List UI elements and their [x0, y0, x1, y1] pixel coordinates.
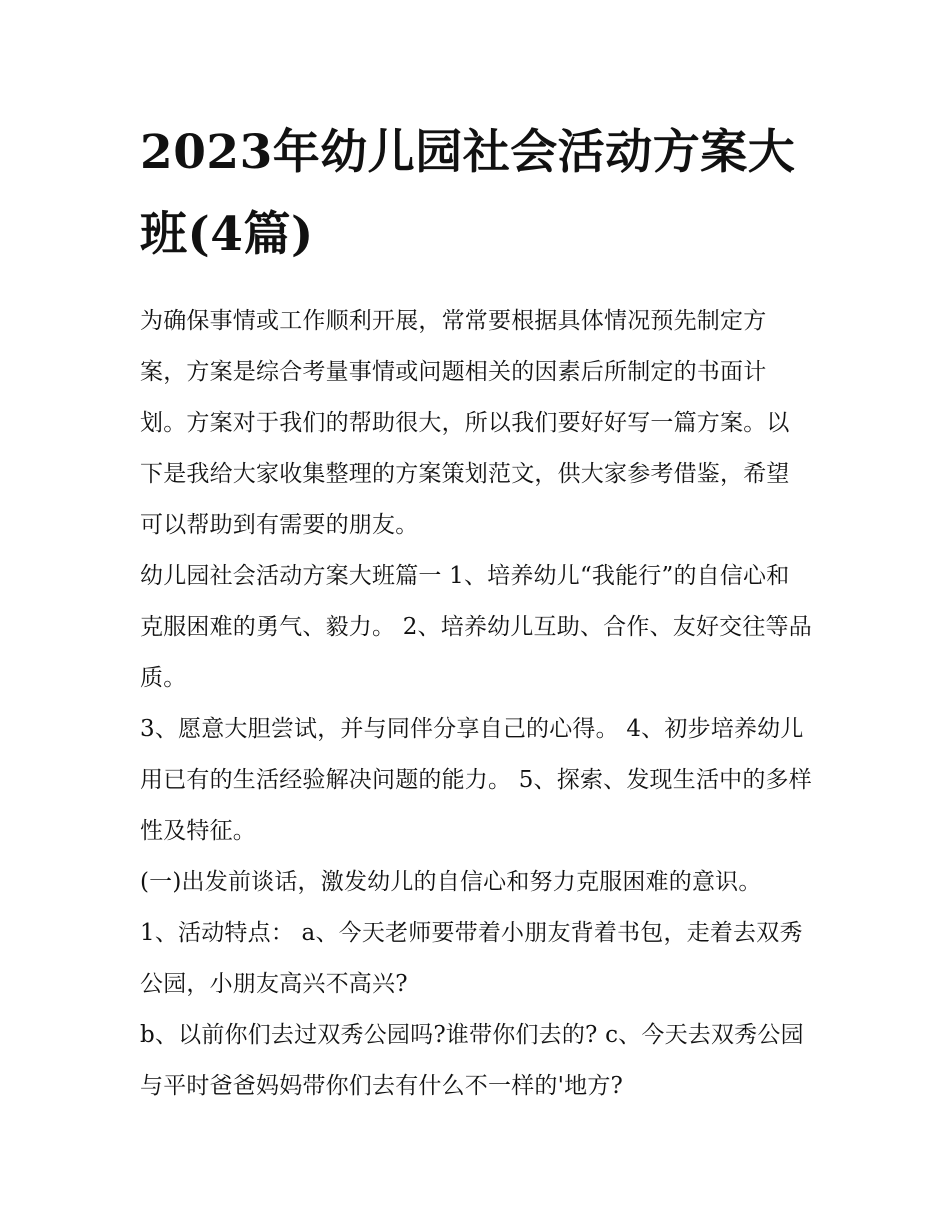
- document-title: 2023年幼儿园社会活动方案大班(4篇): [140, 125, 796, 262]
- paragraph-section-1: (一)出发前谈话，激发幼儿的自信心和努力克服困难的意识。: [140, 869, 762, 895]
- paragraph-goals-1: 幼儿园社会活动方案大班篇一 1、培养幼儿“我能行”的自信心和克服困难的勇气、毅力。 2、培养幼儿互助、合作、友好交往等品质。: [140, 563, 812, 691]
- paragraph-activity-a: 1、活动特点： a、今天老师要带着小朋友背着书包，走着去双秀公园，小朋友高兴不高兴?: [140, 920, 803, 997]
- paragraph-activity-bc: b、以前你们去过双秀公园吗?谁带你们去的? c、今天去双秀公园与平时爸爸妈妈带你们去有什么不一样的'地方?: [140, 1022, 804, 1099]
- paragraph-intro: 为确保事情或工作顺利开展，常常要根据具体情况预先制定方案，方案是综合考量事情或问题相关的因素后所制定的书面计划。方案对于我们的帮助很大，所以我们要好好写一篇方案。以下是我给大家收集整理的方案策划范文，供大家参考借鉴，希望可以帮助到有需要的朋友。: [140, 308, 790, 538]
- document-page: [140, 112, 812, 1112]
- paragraph-goals-2: 3、愿意大胆尝试，并与同伴分享自己的心得。 4、初步培养幼儿用已有的生活经验解决问题的能力。 5、探索、发现生活中的多样性及特征。: [140, 716, 812, 844]
